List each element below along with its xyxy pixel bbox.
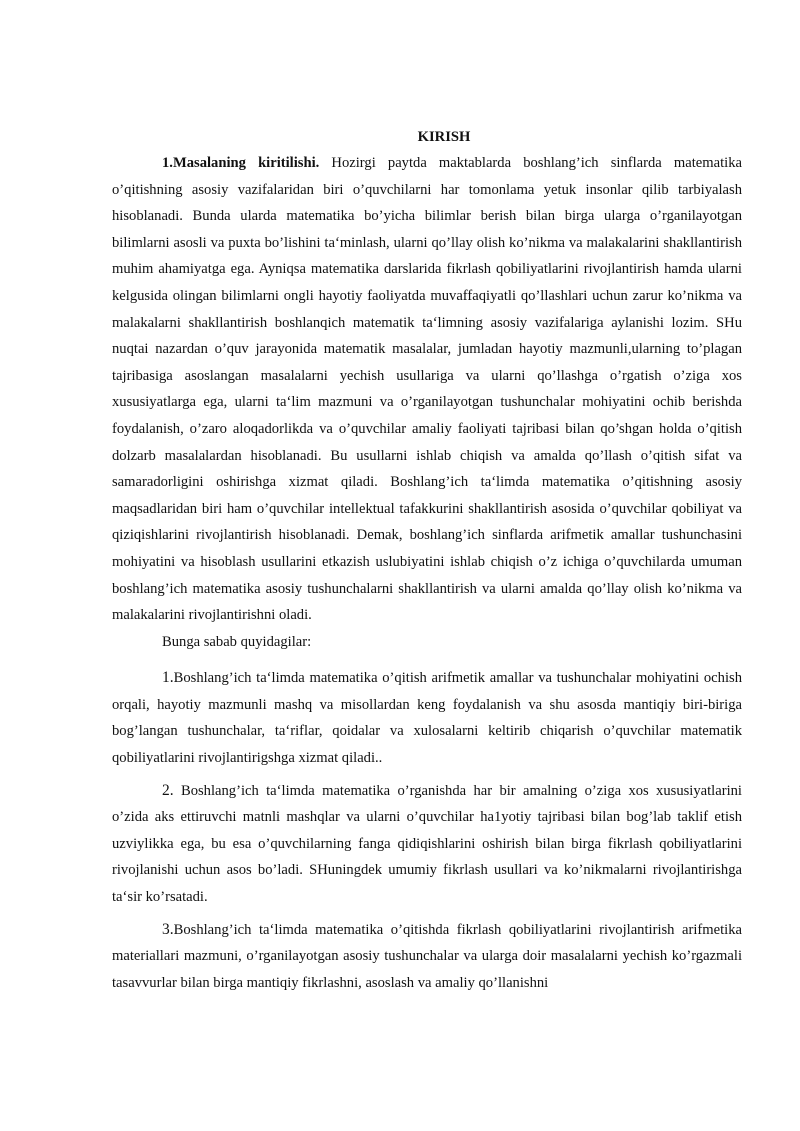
list-item [112,665,742,771]
list-item-number: 3. [162,920,174,938]
reasons-lead: Bunga sabab quyidagilar: [162,633,312,650]
list-item-text: Boshlang’ich ta‘limda matematika o’rganishda har bir amalning o’ziga xos xususiyatlarini o’zida aks ettiruvchi matnli mashqlar va ularni o’quvchilar ha1yotiy tajribasi bilan bog’lab taklif etish uzviylikka ega, bu esa o’quvchilarning fanga qidiqishlarini oshirish bilan birga fikrlash qobiliyatlarini rivojlanishi uchun asos bo’ladi. SHuningdek umumiy fikrlash usullari va ko’nikmalarni rivojlantirishga ta‘sir ko’rsatadi. [112,782,742,906]
list-item-number: 2. [162,781,174,799]
section-heading: 1.Masalaning kiritilishi. [162,155,320,171]
page-title: KIRISH [417,129,471,145]
list-item-text: Boshlang’ich ta‘limda matematika o’qitish arifmetik amallar va tushunchalar mohiyatini ochish orqali, hayotiy mazmunli mashq va misollardan keng foydalanish va shu asosda mantiqiy biri-biriga bog’langan tushunchalar, ta‘riflar, qoidalar va xulosalarni keltirib chiqarish o’quvchilar matematik qobiliyatlarini rivojlantirigshga xizmat qiladi.. [112,670,742,767]
list-item [112,917,742,997]
intro-paragraph [112,150,742,629]
list-item-number: 1. [162,669,174,687]
list-item-text: Boshlang’ich ta‘limda matematika o’qitishda fikrlash qobiliyatlarini rivojlantirish arifmetika materiallari mazmuni, o’rganilayotgan asosiy tushunchalar va ularga doir masalalarni yechish ko’rgazmali tasavvurlar bilan birga mantiqiy fikrlashni, asoslash va amaliy qo’llanishni [112,921,742,991]
intro-text: Hozirgi paytda maktablarda boshlang’ich sinflarda matematika o’qitishning asosiy vazifalaridan biri o’quvchilarni har tomonlama yetuk insonlar qilib tarbiyalash hisoblanadi. Bunda ularda matematika bo’yicha bilimlar berish bilan birga ularga o’rganilayotgan bilimlarni asosli va puxta bo’lishini ta‘minlash, ularni qo’llay olish ko’nikma va malakalarini shakllantirish muhim ahamiyatga ega. Ayniqsa matematika darslarida fikrlash qobiliyatlarini rivojlantirish hamda ularni kelgusida olingan bilimlarni ongli hayotiy faoliyatda muvaffaqiyatli qo’llashlari uchun zarur ko’nikma va malakalarni shakllantirish boshlanqich matematik ta‘limning asosiy vazifalariga aylanishi lozim. SHu nuqtai nazardan o’quv jarayonida matematik masalalar, jumladan hayotiy mazmunli,ularning to’plagan tajribasiga asoslangan masalalarni yechish usullariga va ularni qo’llashga o’rgatish o’ziga xos xususiyatlarga ega, ularni ta‘lim mazmuni va o’rganilayotgan tushunchalar mohiyatini ochib berishda foydalanish, o’zaro aloqadorlikda va o’quvchilar amaliy faoliyati tajribasi bilan qo’shgan holda o’qitish dolzarb masalalardan hisoblanadi. Bu usullarni ishlab chiqish va amalda qo’llash o’qitish sifat va samaradorligini oshirishga xizmat qiladi. Boshlang’ich ta‘limda matematika o’qitishning asosiy maqsadlaridan biri ham o’quvchilar intellektual tafakkurini shakllantirish asosida o’quvchilar qobiliyat va qiziqishlarini rivojlantirish hisoblanadi. Demak, boshlang’ich sinflarda arifmetik amallar tushunchasini mohiyatini va hisoblash usullarini etkazish uslubiyatini ishlab chiqish o’z ichiga o’quvchilarda umuman boshlang’ich matematika asosiy tushunchalarni shakllantirish va ularni amalda qo’llay olish ko’nikma va malakalarini rivojlantirishni oladi. [112,155,742,624]
list-item [112,778,742,911]
document-body [112,124,742,996]
